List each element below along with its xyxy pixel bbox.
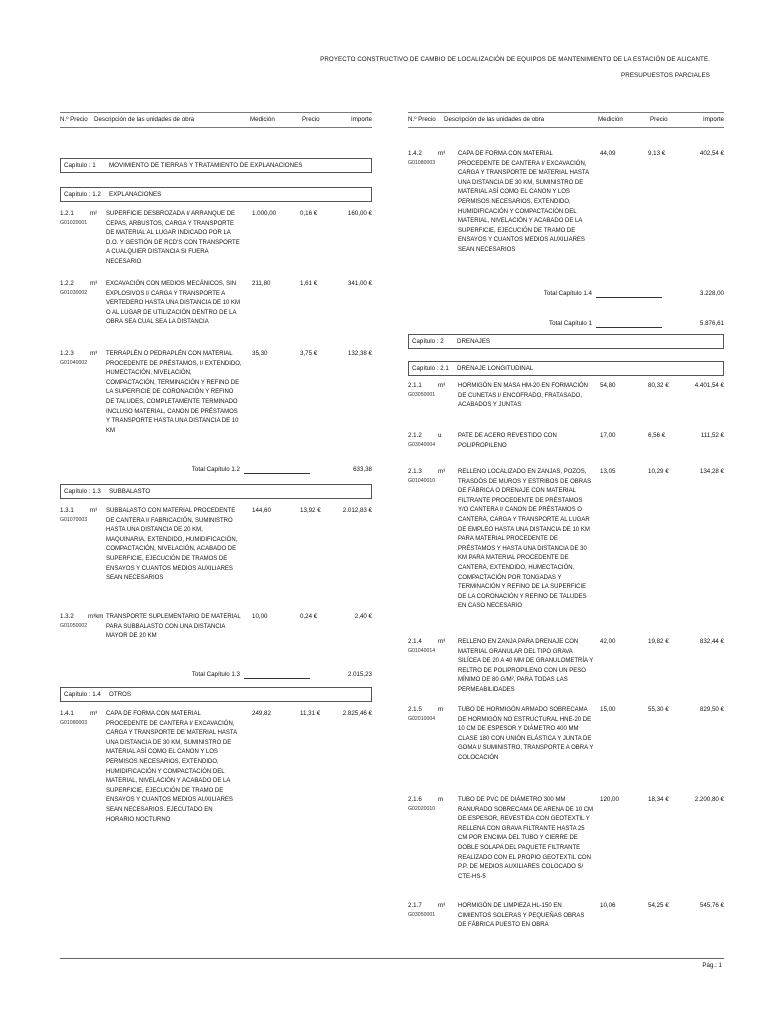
item-code: G02010004 bbox=[408, 716, 436, 722]
item-description: TRANSPORTE SUPLEMENTARIO DE MATERIAL PARA SUBBALASTO CON UNA DISTANCIA MAYOR DE 20 KM bbox=[106, 614, 241, 640]
total-label: Total Capítulo 1.2 bbox=[191, 466, 240, 473]
item-number: 2.1.4 bbox=[408, 638, 422, 645]
item-price: 6,56 € bbox=[648, 432, 666, 439]
budget-item bbox=[408, 706, 724, 796]
left-column bbox=[60, 112, 372, 840]
item-number: 2.1.3 bbox=[408, 468, 422, 475]
item-number: 1.2.1 bbox=[60, 210, 74, 217]
item-unit: m³ bbox=[90, 710, 98, 717]
item-price: 55,30 € bbox=[648, 706, 669, 713]
item-measurement: 10,06 bbox=[600, 902, 616, 909]
item-description: HORMIGÓN EN MASA HM-20 EN FORMACIÓN DE CUNETAS I/ ENCOFRADO, FRATASADO, ACABADOS Y JUNTAS bbox=[458, 383, 589, 409]
item-unit: m³ bbox=[438, 150, 446, 157]
item-code: G01030002 bbox=[60, 290, 88, 296]
budget-item bbox=[60, 613, 372, 671]
item-description: TERRAPLÉN O PEDRAPLÉN CON MATERIAL PROCEDENTE DE PRÉSTAMOS, I/ EXTENDIDO, HUMECTACIÓN, NIVELACIÓN, COMPACTACIÓN, TERMINACIÓN Y REFINO DE LA SUPERFICIE DE CORONACIÓN Y REFINO DE TALUDES, COMPLETAMENTE TERMINADO INCLUSO MATERIAL, CANON DE PRÉSTAMOS Y TRANSPORTE HASTA UNA DISTANCIA DE 10 KM bbox=[106, 351, 242, 434]
col-imp: Importe bbox=[703, 116, 724, 123]
col-med: Medición bbox=[250, 116, 275, 123]
chapter-2-1 bbox=[408, 361, 724, 376]
item-unit: m³km bbox=[88, 613, 104, 620]
budget-item bbox=[408, 468, 724, 638]
header-subtitle: PRESUPUESTOS PARCIALES bbox=[621, 72, 710, 79]
item-amount: 2.200,80 € bbox=[694, 796, 724, 803]
item-number: 1.4.2 bbox=[408, 150, 422, 157]
total-value: 3.228,00 bbox=[699, 290, 724, 297]
item-code: G01070003 bbox=[60, 517, 88, 523]
col-num: N.º Precio bbox=[408, 116, 436, 123]
chapter-1-4 bbox=[60, 687, 372, 702]
item-code: G03040004 bbox=[408, 442, 436, 448]
budget-item bbox=[408, 902, 724, 952]
total-value: 2.015,23 bbox=[347, 671, 372, 678]
chapter-label: Capítulo : 1 bbox=[64, 161, 96, 169]
item-unit: m² bbox=[90, 210, 98, 217]
item-description: RELLENO EN ZANJA PARA DRENAJE CON MATERIAL GRANULAR DEL TIPO GRAVA SILÍCEA DE 20 A 40 MM DE GRANULOMETRÍA Y RELTRO DE POLIPROPILENO CON UN PESO MÍNIMO DE 80 G/M², PARA TODAS LAS PERMEABILIDADES bbox=[458, 639, 594, 693]
budget-item bbox=[408, 638, 724, 706]
item-measurement: 44,09 bbox=[600, 150, 616, 157]
item-price: 19,82 € bbox=[648, 638, 669, 645]
col-imp: Importe bbox=[351, 116, 372, 123]
item-code: G01080003 bbox=[60, 720, 88, 726]
chapter-total bbox=[60, 671, 372, 683]
budget-item bbox=[60, 710, 372, 840]
item-description: TUBO DE PVC DE DIÁMETRO 300 MM RANURADO SOBRECAMA DE ARENA DE 10 CM DE ESPESOR, REVESTIDA CON GEOTEXTIL Y RELLENA CON GRAVA FILTRANTE HASTA 25 CM POR ENCIMA DEL TUBO Y CIERRE DE DOBLE SOLAPA DEL PAQUETE FILTRANTE REALIZADO CON EL PROPIO GEOTEXTIL CON P.P. DE MEDIOS AUXILIARES COLOCADO S/ CTE-HS-5 bbox=[458, 797, 594, 880]
item-measurement: 42,00 bbox=[600, 638, 616, 645]
item-unit: m³ bbox=[90, 350, 98, 357]
item-unit: m³ bbox=[90, 507, 98, 514]
page-number: Pág.: 1 bbox=[702, 962, 722, 969]
chapter-total bbox=[408, 290, 724, 320]
item-unit: m³ bbox=[438, 638, 446, 645]
item-amount: 2.825,46 € bbox=[342, 710, 372, 717]
budget-item bbox=[408, 382, 724, 432]
right-column bbox=[408, 112, 724, 952]
column-header bbox=[60, 112, 372, 128]
column-header bbox=[408, 112, 724, 128]
item-price: 13,92 € bbox=[300, 507, 321, 514]
item-description: HORMIGÓN DE LIMPIEZA HL-150 EN CIMIENTOS SOLERAS Y PEQUEÑAS OBRAS DE FÁBRICA PUESTO EN OBRA bbox=[458, 903, 585, 929]
item-description: CAPA DE FORMA CON MATERIAL PROCEDENTE DE CANTERA I/ EXCAVACIÓN, CARGA Y TRANSPORTE DE MATERIAL HASTA UNA DISTANCIA DE 30 KM, SUMINISTRO DE MATERIAL ASÍ COMO EL CANON Y LOS PERMISOS NECESARIOS, EXTENDIDO, HUMIDIFICACIÓN Y COMPACTACIÓN DEL MATERIAL, NIVELACIÓN Y ACABADO DE LA SUPERFICIE, EJECUCIÓN DE TRAMO DE ENSAYOS Y CUANTOS MEDIOS AUXILIARES SEAN NECESARIOS. EJECUTADO EN HORARIO NOCTURNO bbox=[106, 711, 237, 823]
item-amount: 2.012,83 € bbox=[342, 507, 372, 514]
item-code: G01040002 bbox=[60, 360, 88, 366]
chapter-title: DRENAJE LONGITUDINAL bbox=[457, 364, 534, 372]
item-number: 2.1.7 bbox=[408, 902, 422, 909]
item-code: G03050001 bbox=[408, 912, 436, 918]
chapter-title: EXPLANACIONES bbox=[109, 190, 162, 198]
item-amount: 545,76 € bbox=[699, 902, 724, 909]
item-measurement: 13,05 bbox=[600, 468, 616, 475]
total-label: Total Capítulo 1 bbox=[549, 320, 592, 327]
col-desc: Descripción de las unidades de obra bbox=[444, 116, 545, 123]
chapter-label: Capítulo : 1.3 bbox=[64, 487, 101, 495]
item-price: 11,31 € bbox=[300, 710, 321, 717]
item-description: EXCAVACIÓN CON MEDIOS MECÁNICOS, SIN EXPLOSIVOS I/ CARGA Y TRANSPORTE A VERTEDERO HASTA UNA DISTANCIA DE 10 KM O AL LUGAR DE UTILIZACIÓN DENTRO DE LA OBRA SEA CUAL SEA LA DISTANCIA bbox=[106, 281, 241, 326]
item-price: 80,32 € bbox=[648, 382, 669, 389]
item-price: 54,25 € bbox=[648, 902, 669, 909]
item-description: SUPERFICIE DESBROZADA I/ ARRANQUE DE CEPAS, ARBUSTOS, CARGA Y TRANSPORTE DE MATERIAL AL LUGAR INDICADO POR LA D.O. Y GESTIÓN DE RCD'S CON TRANSPORTE A CUALQUIER DISTANCIA SI FUERA NECESARIO bbox=[106, 211, 240, 265]
total-line bbox=[244, 678, 310, 679]
item-measurement: 120,00 bbox=[600, 796, 619, 803]
item-measurement: 144,60 bbox=[252, 507, 271, 514]
item-price: 10,29 € bbox=[648, 468, 669, 475]
item-amount: 111,52 € bbox=[700, 432, 724, 439]
item-unit: m bbox=[438, 796, 444, 803]
item-amount: 134,28 € bbox=[699, 468, 724, 475]
item-number: 1.2.2 bbox=[60, 280, 74, 287]
item-unit: m bbox=[438, 706, 444, 713]
footer-rule bbox=[60, 958, 724, 959]
item-code: G01040014 bbox=[408, 648, 436, 654]
item-amount: 341,00 € bbox=[347, 280, 372, 287]
item-description: TUBO DE HORMIGÓN ARMADO SOBRECAMA DE HORMIGÓN NO ESTRUCTURAL HNE-20 DE 10 CM DE ESPESOR Y DIÁMETRO 400 MM CLASE 180 CON UNIÓN ELÁSTICA Y JUNTA DE GOMA I/ SUMINISTRO, TRANSPORTE A OBRA Y COLOCACIÓN bbox=[458, 707, 594, 761]
item-amount: 829,50 € bbox=[699, 706, 724, 713]
item-amount: 160,00 € bbox=[347, 210, 372, 217]
item-measurement: 17,00 bbox=[600, 432, 616, 439]
item-number: 1.3.2 bbox=[60, 613, 74, 620]
col-pre: Precio bbox=[302, 116, 320, 123]
chapter-label: Capítulo : 2.1 bbox=[412, 364, 449, 372]
item-unit: m³ bbox=[438, 902, 446, 909]
item-unit: m³ bbox=[438, 382, 446, 389]
item-measurement: 35,30 bbox=[252, 350, 268, 357]
item-code: G01050002 bbox=[60, 623, 88, 629]
item-price: 0,16 € bbox=[300, 210, 318, 217]
total-label: Total Capítulo 1.3 bbox=[191, 671, 240, 678]
chapter-1-2 bbox=[60, 187, 372, 202]
item-amount: 4.401,54 € bbox=[694, 382, 724, 389]
item-price: 1,61 € bbox=[300, 280, 318, 287]
item-measurement: 211,80 bbox=[252, 280, 271, 287]
item-number: 1.4.1 bbox=[60, 710, 74, 717]
total-label: Total Capítulo 1.4 bbox=[543, 290, 592, 297]
col-desc: Descripción de las unidades de obra bbox=[94, 116, 195, 123]
item-code: G01080003 bbox=[408, 160, 436, 166]
item-code: G01040010 bbox=[408, 478, 436, 484]
chapter-title: MOVIMIENTO DE TIERRAS Y TRATAMIENTO DE EXPLANACIONES bbox=[109, 161, 303, 169]
budget-item bbox=[60, 507, 372, 613]
item-number: 2.1.2 bbox=[408, 432, 422, 439]
item-amount: 402,54 € bbox=[699, 150, 724, 157]
item-description: CAPA DE FORMA CON MATERIAL PROCEDENTE DE CANTERA I/ EXCAVACIÓN, CARGA Y TRANSPORTE DE MATERIAL HASTA UNA DISTANCIA DE 30 KM, SUMINISTRO DE MATERIAL ASÍ COMO EL CANON Y LOS PERMISOS NECESARIOS, EXTENDIDO, HUMIDIFICACIÓN Y COMPACTACIÓN DEL MATERIAL, NIVELACIÓN Y ACABADO DE LA SUPERFICIE, EJECUCIÓN DE TRAMO DE ENSAYOS Y CUANTOS MEDIOS AUXILIARES SEAN NECESARIOS bbox=[458, 151, 589, 253]
col-med: Medición bbox=[598, 116, 623, 123]
item-amount: 132,38 € bbox=[347, 350, 372, 357]
item-price: 9,13 € bbox=[648, 150, 666, 157]
budget-item bbox=[60, 210, 372, 280]
item-unit: u bbox=[438, 432, 442, 439]
item-price: 18,34 € bbox=[648, 796, 669, 803]
item-number: 1.2.3 bbox=[60, 350, 74, 357]
item-description: PATE DE ACERO REVESTIDO CON POLIPROPILENO bbox=[458, 433, 557, 449]
item-amount: 832,44 € bbox=[699, 638, 724, 645]
budget-item bbox=[408, 432, 724, 468]
item-number: 2.1.1 bbox=[408, 382, 422, 389]
chapter-total bbox=[60, 466, 372, 478]
budget-item bbox=[60, 280, 372, 350]
total-value: 633,38 bbox=[353, 466, 372, 473]
chapter-2 bbox=[408, 334, 724, 349]
item-number: 1.3.1 bbox=[60, 507, 74, 514]
chapter-title: SUBBALASTO bbox=[109, 487, 151, 495]
total-value: 5.876,61 bbox=[699, 320, 724, 327]
item-code: G01020001 bbox=[60, 220, 88, 226]
item-measurement: 15,00 bbox=[600, 706, 616, 713]
chapter-1-3 bbox=[60, 484, 372, 499]
total-line bbox=[596, 327, 662, 328]
item-price: 0,24 € bbox=[300, 613, 318, 620]
col-pre: Precio bbox=[650, 116, 668, 123]
item-code: G02020010 bbox=[408, 806, 436, 812]
item-description: SUBBALASTO CON MATERIAL PROCEDENTE DE CANTERA I/ FABRICACIÓN, SUMINISTRO HASTA UNA DISTANCIA DE 20 KM, MAQUINARIA, EXTENDIDO, HUMIDIFICACIÓN, COMPACTACIÓN, NIVELACIÓN, ACABADO DE SUPERFICIE, EJECUCIÓN DE TRAMOS DE ENSAYOS Y CUANTOS MEDIOS AUXILIARES SEAN NECESARIOS bbox=[106, 508, 238, 582]
chapter-title: DRENAJES bbox=[457, 337, 491, 345]
chapter-total bbox=[408, 320, 724, 332]
item-description: RELLENO LOCALIZADO EN ZANJAS, POZOS, TRASDÓS DE MUROS Y ESTRIBOS DE OBRAS DE FÁBRICA O DRENAJE CON MATERIAL FILTRANTE PROCEDENTE DE PRÉSTAMOS Y/O CANTERA I/ CANON DE PRÉSTAMOS O CANTERA, CARGA Y TRANSPORTE AL LUGAR DE EMPLEO HASTA UNA DISTANCIA DE 10 KM PARA MATERIAL PROCEDENTE DE PRÉSTAMOS Y HASTA UNA DISTANCIA DE 30 KM PARA MATERIAL PROCEDENTE DE CANTERA, EXTENDIDO, HUMECTACIÓN, COMPACTACIÓN POR TONGADAS Y TERMINACIÓN Y REFINO DE LA SUPERFICIE DE LA CORONACIÓN Y REFINO DE TALUDES EN CASO NECESARIO bbox=[458, 469, 592, 610]
chapter-label: Capítulo : 2 bbox=[412, 337, 444, 345]
col-num: N.º Precio bbox=[60, 116, 88, 123]
item-price: 3,75 € bbox=[300, 350, 318, 357]
chapter-1 bbox=[60, 158, 372, 173]
chapter-title: OTROS bbox=[109, 690, 132, 698]
item-unit: m³ bbox=[90, 280, 98, 287]
total-line bbox=[244, 473, 310, 474]
item-measurement: 54,80 bbox=[600, 382, 616, 389]
item-amount: 2,40 € bbox=[354, 613, 372, 620]
item-measurement: 10,00 bbox=[252, 613, 268, 620]
chapter-label: Capítulo : 1.2 bbox=[64, 190, 101, 198]
item-code: G03050001 bbox=[408, 392, 436, 398]
budget-item bbox=[60, 350, 372, 466]
item-measurement: 1.000,00 bbox=[252, 210, 277, 217]
budget-item bbox=[408, 796, 724, 902]
chapter-label: Capítulo : 1.4 bbox=[64, 690, 101, 698]
item-number: 2.1.6 bbox=[408, 796, 422, 803]
budget-item bbox=[408, 150, 724, 290]
header-title: PROYECTO CONSTRUCTIVO DE CAMBIO DE LOCALIZACIÓN DE EQUIPOS DE MANTENIMIENTO DE LA ESTACIÓN DE ALICANTE. bbox=[320, 56, 710, 63]
item-number: 2.1.5 bbox=[408, 706, 422, 713]
item-unit: m³ bbox=[438, 468, 446, 475]
total-line bbox=[596, 297, 662, 298]
item-measurement: 249,82 bbox=[252, 710, 271, 717]
